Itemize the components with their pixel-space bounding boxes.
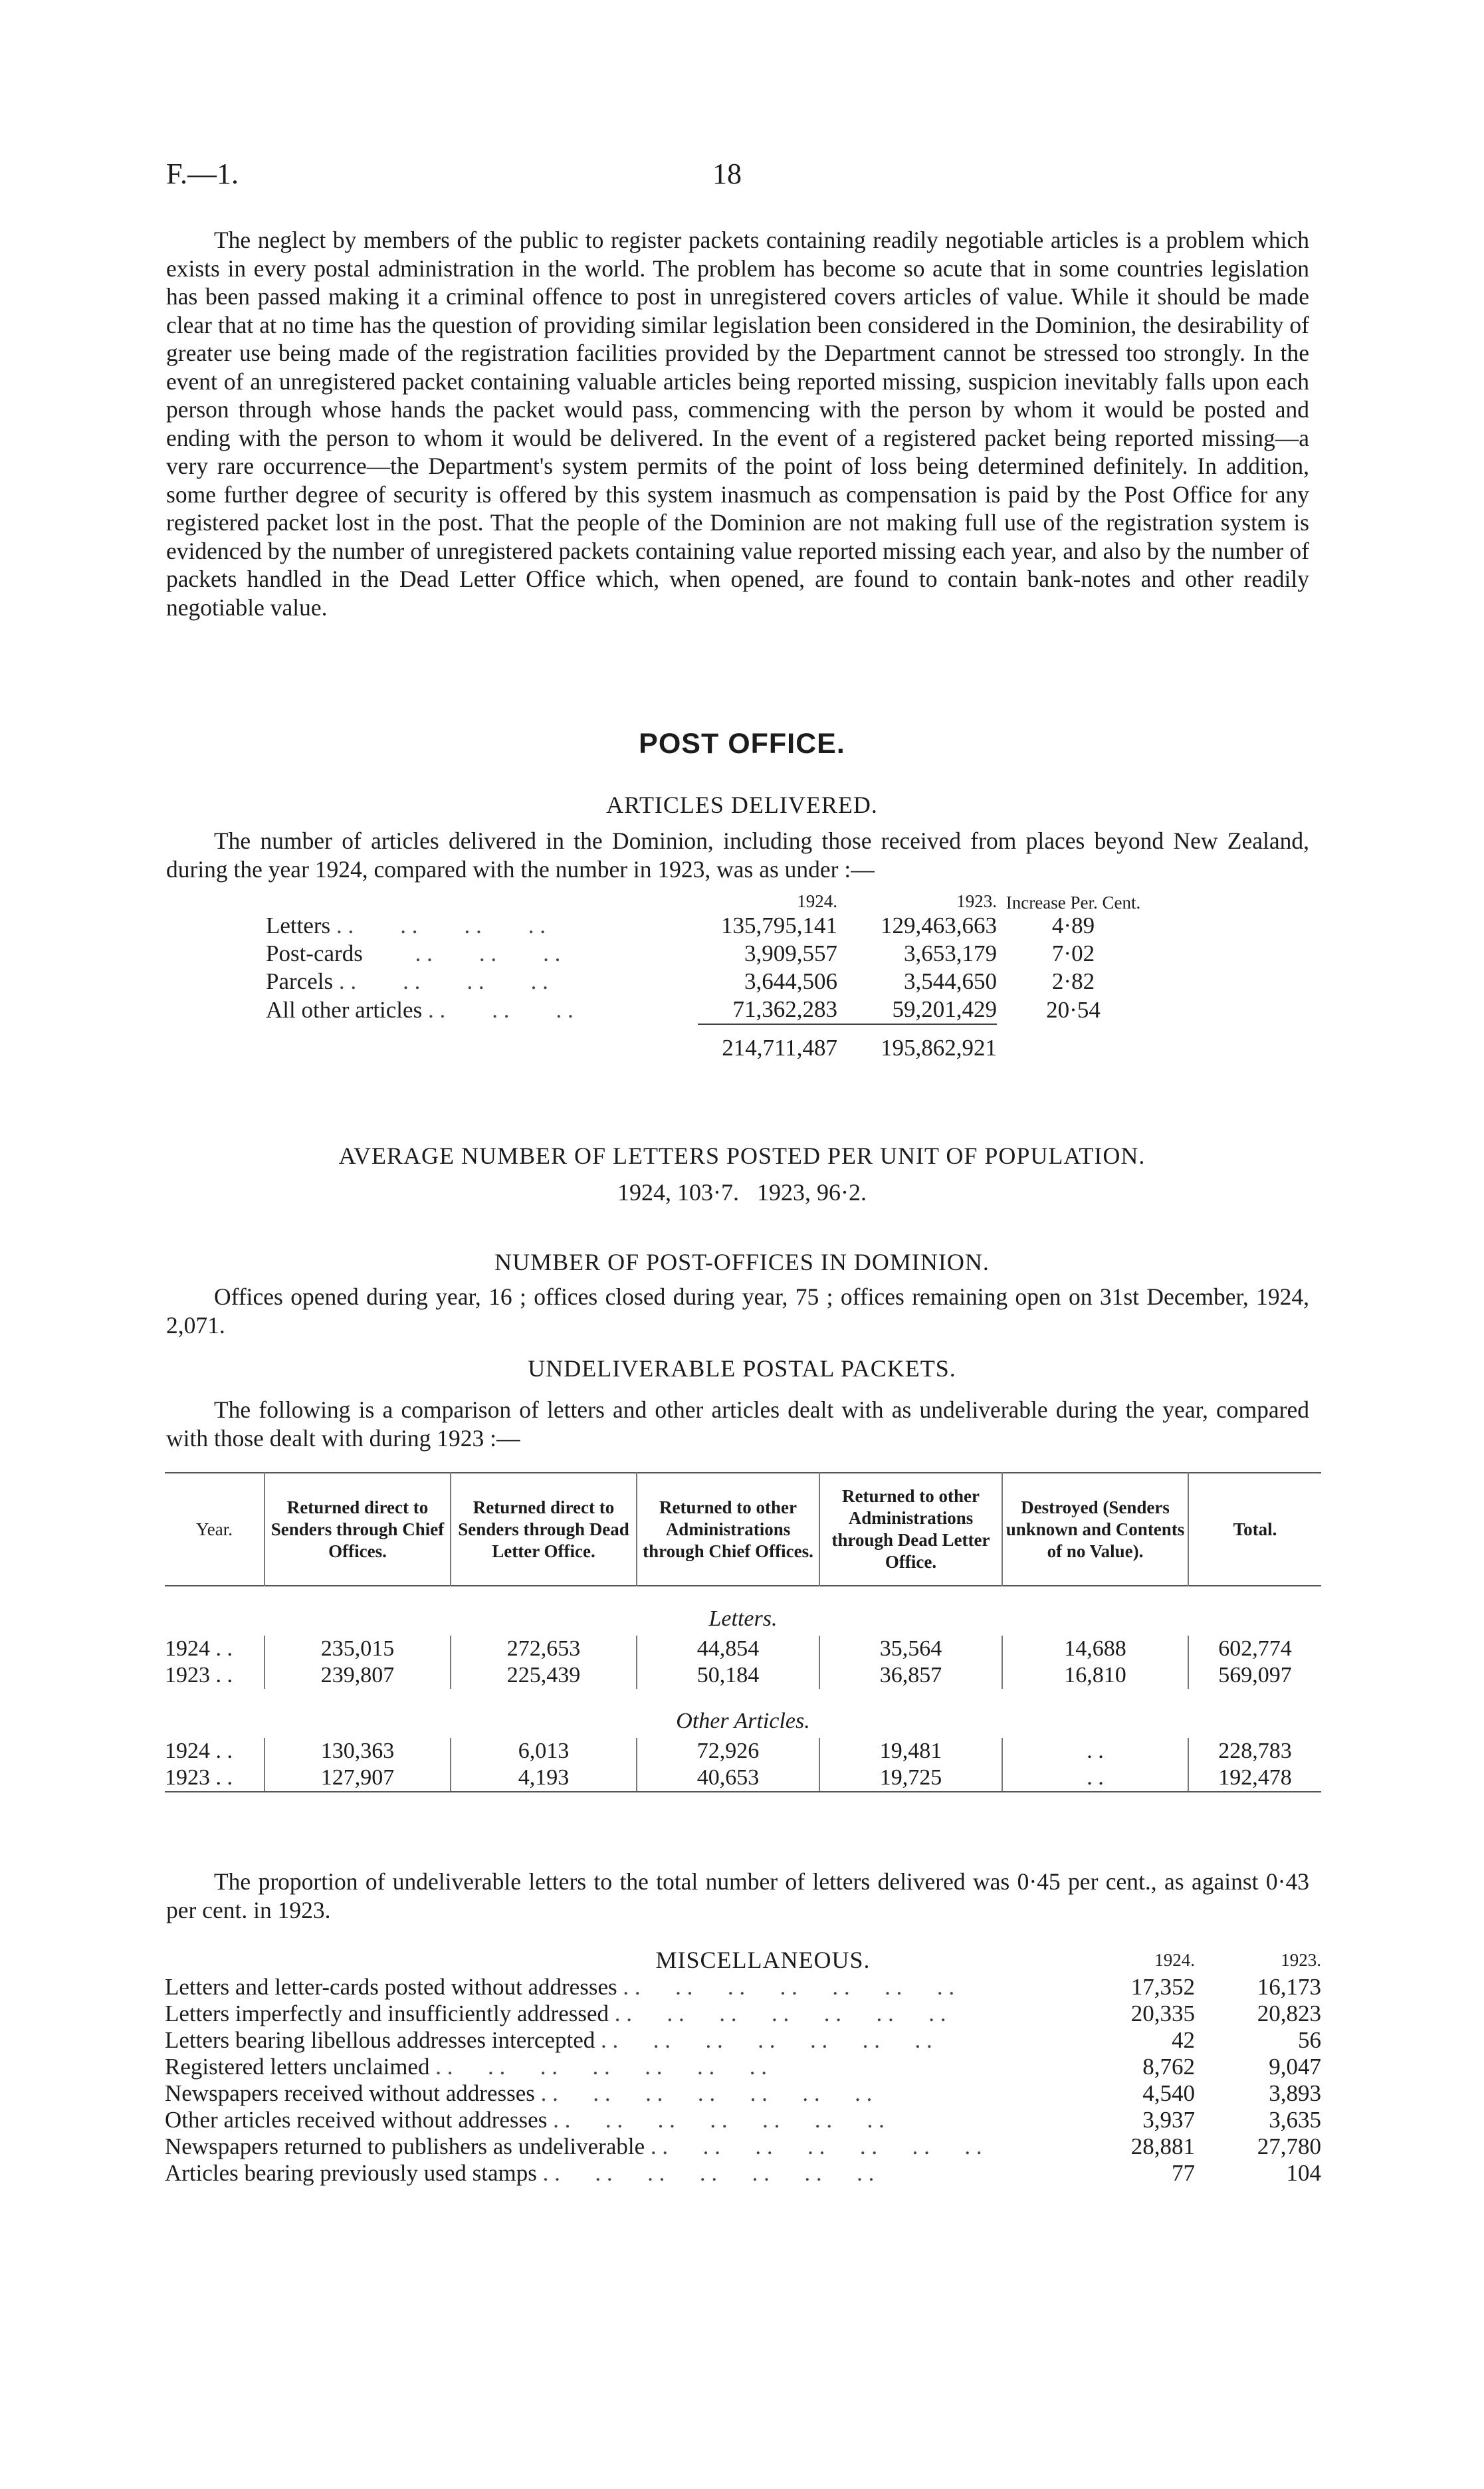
table-row — [165, 2001, 1321, 2027]
table-row — [165, 2054, 1321, 2080]
value-1924: 20,335 — [1130, 2001, 1195, 2026]
miscellaneous-table — [165, 1946, 1321, 2187]
undeliverable-table — [165, 1472, 1321, 1792]
value-1924: 28,881 — [1130, 2133, 1195, 2159]
row-label: Letters imperfectly and insufficiently addressed . . — [165, 2001, 1082, 2027]
row-label: Letters bearing libellous addresses intercepted . . — [165, 2027, 1082, 2054]
row-total: 569,097 — [1188, 1662, 1321, 1689]
row-label: Letters and letter-cards posted without addresses . . — [165, 1974, 1082, 2001]
post-offices-text: Offices opened during year, 16 ; offices closed during year, 75 ; offices remaining open on 31st December, 1924, 2,071. — [166, 1283, 1309, 1339]
heading-undeliverable-packets: UNDELIVERABLE POSTAL PACKETS. — [528, 1355, 956, 1382]
table-row — [266, 940, 1150, 968]
column-header-returned-dead-letter-office: Returned direct to Senders through Dead Letter Office. — [451, 1473, 637, 1586]
table-header-row — [165, 1946, 1321, 1974]
column-header-other-admin-chief-offices: Returned to other Administrations through Chief Offices. — [637, 1473, 819, 1586]
column-header-year: Year. — [195, 1519, 233, 1539]
row-label: Registered letters unclaimed . . — [165, 2054, 1082, 2080]
heading-number-of-post-offices: NUMBER OF POST-OFFICES IN DOMINION. — [494, 1249, 990, 1275]
total-1924: 214,711,487 — [722, 1035, 837, 1061]
value-1923: 3,893 — [1269, 2080, 1321, 2106]
table-row — [266, 968, 1150, 996]
value-1924: 17,352 — [1130, 1974, 1195, 2000]
value-1923: 3,635 — [1269, 2107, 1321, 2133]
table-row — [165, 2107, 1321, 2133]
value-1924: 135,795,141 — [721, 913, 837, 938]
value-1923: 59,201,429 — [837, 996, 997, 1024]
value-increase: 20·54 — [1046, 996, 1101, 1023]
leader-dots: . . . . . . . . — [338, 968, 548, 994]
column-header-1923: 1923. — [1281, 1949, 1321, 1970]
value-1924: 71,362,283 — [698, 996, 837, 1024]
average-letters-values: 1924, 103·7. 1923, 96·2. — [617, 1179, 867, 1206]
value-increase: 2·82 — [1051, 968, 1095, 994]
leader-dots: . . . . . . . . — [336, 913, 546, 938]
row-year: 1924 . . — [165, 1739, 233, 1763]
row-label: Newspapers received without addresses . . — [165, 2080, 1082, 2107]
row-total: 192,478 — [1188, 1765, 1321, 1792]
row-year: 1923 . . — [165, 1765, 265, 1792]
row-year: 1923 . . — [165, 1663, 233, 1687]
table-row — [266, 996, 1150, 1024]
value-1923: 20,823 — [1257, 2001, 1321, 2026]
value-1923: 129,463,663 — [881, 913, 997, 938]
value-increase: 7·02 — [1051, 940, 1095, 966]
row-label: Newspapers returned to publishers as undeliverable . . — [165, 2133, 1082, 2160]
table-row: 1924 . . 235,015 272,653 44,854 35,564 14,688 602,774 — [165, 1636, 1321, 1662]
section-header-letters: Letters. — [708, 1606, 778, 1631]
value-1923: 16,173 — [1257, 1974, 1321, 2000]
value-1924: 3,909,557 — [744, 940, 837, 966]
row-label: Letters — [266, 913, 331, 938]
table-row — [266, 912, 1150, 940]
row-label: Parcels — [266, 968, 334, 994]
table-row — [165, 2133, 1321, 2160]
intro-paragraph: The neglect by members of the public to register packets containing readily negotiable articles is a problem which exists in every postal administration in the world. The problem has become so acute that in some countries legislation has been passed making it a criminal offence to post in unregistered covers articles of value. While it should be made clear that at no time has the question of providing similar legislation been considered in the Dominion, the desirability of greater use being made of the registration facilities provided by the Department cannot be stressed too strongly. In the event of an unregistered packet containing valuable articles being reported missing, suspicion inevitably falls upon each person through whose hands the packet would pass, commencing with the person by whom it would be posted and ending with the person to whom it would be delivered. In the event of a registered packet being reported missing—a very rare occurrence—the Department's system permits of the point of loss being determined definitely. In addition, some further degree of security is offered by this system inasmuch as compensation is paid by the Post Office for any registered packet lost in the post. That the people of the Dominion are not making full use of the registration system is evidenced by the number of unregistered packets containing value reported missing each year, and also by the number of packets handled in the Dead Letter Office which, when opened, are found to contain bank-notes and other readily negotiable value. — [166, 227, 1309, 621]
column-header-increase: Increase Per. Cent. — [1006, 893, 1141, 913]
table-header-row — [266, 884, 1150, 912]
table-row — [165, 2027, 1321, 2054]
column-header-1923: 1923. — [956, 891, 997, 911]
column-header-returned-chief-offices: Returned direct to Senders through Chief Offices. — [265, 1473, 451, 1586]
value-1923: 3,653,179 — [904, 940, 997, 966]
row-year: 1924 . . — [165, 1636, 233, 1661]
table-row — [165, 1974, 1321, 2001]
value-1924: 3,644,506 — [744, 968, 837, 994]
column-header-other-admin-dead-letter-office: Returned to other Administrations through Dead Letter Office. — [819, 1473, 1002, 1586]
column-header-1924: 1924. — [1154, 1949, 1195, 1970]
value-1923: 3,544,650 — [904, 968, 997, 994]
value-1923: 27,780 — [1257, 2133, 1321, 2159]
table-row: 1923 . . 239,807 225,439 50,184 36,857 16,810 569,097 — [165, 1662, 1321, 1689]
section-title-post-office: POST OFFICE. — [639, 728, 845, 760]
total-1923: 195,862,921 — [881, 1035, 997, 1061]
value-increase: 4·89 — [1051, 913, 1095, 938]
totals-row — [266, 1024, 1150, 1062]
heading-average-letters: AVERAGE NUMBER OF LETTERS POSTED PER UNIT OF POPULATION. — [338, 1142, 1146, 1169]
row-label: Articles bearing previously used stamps . . — [165, 2160, 1082, 2187]
value-1924: 42 — [1172, 2027, 1195, 2053]
table-row — [165, 2080, 1321, 2107]
articles-delivered-table — [266, 884, 1150, 1062]
document-reference: F.—1. — [166, 158, 239, 190]
value-1924: 4,540 — [1142, 2080, 1195, 2106]
table-row — [165, 2160, 1321, 2187]
table-row: 1924 . . 130,363 6,013 72,926 19,481 . . 228,783 — [165, 1738, 1321, 1765]
row-label: All other articles — [266, 996, 423, 1023]
row-label: Other articles received without addresses . . — [165, 2107, 1082, 2133]
row-total: 602,774 — [1188, 1636, 1321, 1662]
value-1923: 56 — [1298, 2027, 1321, 2053]
value-1923: 104 — [1286, 2160, 1321, 2186]
column-header-destroyed: Destroyed (Senders unknown and Contents of no Value). — [1002, 1473, 1188, 1586]
leader-dots: . . . . . . — [368, 940, 561, 966]
value-1924: 77 — [1172, 2160, 1195, 2186]
row-total: 228,783 — [1188, 1738, 1321, 1765]
table-row: 1923 . . 127,907 4,193 40,653 19,725 . . 192,478 — [165, 1765, 1321, 1792]
column-header-total: Total. — [1188, 1473, 1321, 1586]
undeliverable-intro: The following is a comparison of letters and other articles dealt with as undeliverable during the year, compared with those dealt with during 1923 :— — [166, 1396, 1309, 1452]
table-header-row — [165, 1473, 1321, 1586]
value-1924: 3,937 — [1142, 2107, 1195, 2133]
heading-miscellaneous: MISCELLANEOUS. — [655, 1947, 871, 1973]
leader-dots: . . . . . . — [427, 996, 574, 1023]
page-number: 18 — [712, 158, 742, 190]
value-1923: 9,047 — [1269, 2054, 1321, 2080]
heading-articles-delivered: ARTICLES DELIVERED. — [606, 792, 878, 818]
section-header-other-articles: Other Articles. — [676, 1709, 810, 1733]
row-label: Post-cards — [266, 940, 363, 966]
undeliverable-note: The proportion of undeliverable letters to the total number of letters delivered was 0·45 per cent., as against 0·43 per cent. in 1923. — [166, 1868, 1309, 1923]
articles-delivered-intro: The number of articles delivered in the Dominion, including those received from places beyond New Zealand, during the year 1924, compared with the number in 1923, was as under :— — [166, 827, 1309, 883]
value-1924: 8,762 — [1142, 2054, 1195, 2080]
column-header-1924: 1924. — [797, 891, 837, 911]
